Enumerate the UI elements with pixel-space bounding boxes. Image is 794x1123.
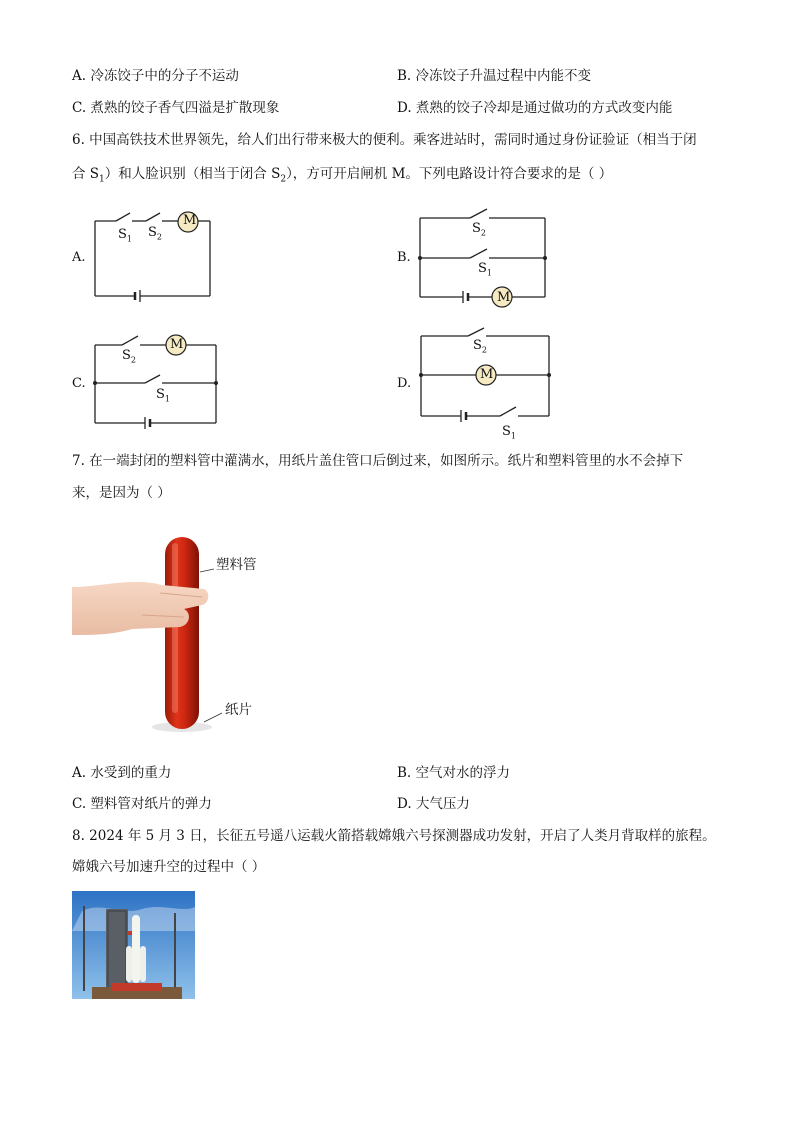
q7-option-b: B. 空气对水的浮力 [397,765,511,781]
q6-circuit-a [90,205,220,305]
switch-s1-label: $S_1$ [156,387,170,404]
q5-option-c: C. 煮熟的饺子香气四溢是扩散现象 [72,100,280,116]
q8-stem-line2: 嫦娥六号加速升空的过程中（ ） [72,859,266,875]
q7-stem-line2: 来，是因为（ ） [72,485,171,501]
motor-symbol: M [170,337,184,352]
q6-circuit-b [415,205,555,305]
motor-symbol: M [480,367,494,382]
motor-symbol: M [183,213,197,228]
q5-option-a: A. 冷冻饺子中的分子不运动 [72,68,239,84]
q6-stem-line1: 6. 中国高铁技术世界领先，给人们出行带来极大的便利。乘客进站时，需同时通过身份证验证（相当于闭 [72,132,697,148]
switch-s2-label: $S_2$ [148,225,162,242]
rocket [132,915,140,983]
q6-option-c-label: C. [72,376,86,391]
q7-option-c: C. 塑料管对纸片的弹力 [72,796,212,812]
tube-label: 塑料管 [216,557,257,573]
switch-s2-label: $S_2$ [473,338,487,355]
q7-option-a: A. 水受到的重力 [72,765,172,781]
rocket-photo [72,891,195,999]
launch-tower [106,909,128,993]
q6-stem-line2: 合 $S_1$）和人脸识别（相当于闭合 $S_2$），方可开启闸机 M。下列电路设计符合要求的是（ ） [72,166,613,185]
switch-s1-label: $S_1$ [118,227,132,244]
q6-option-d-label: D. [397,376,412,391]
switch-s2-label: $S_2$ [472,221,486,238]
switch-s1-label: $S_1$ [502,424,516,441]
q8-stem-line1: 8. 2024 年 5 月 3 日，长征五号遥八运载火箭搭载嫦娥六号探测器成功发射，开启了人类月背取样的旅程。 [72,828,716,844]
q6-circuit-c [90,332,225,432]
q6-option-a-label: A. [72,250,86,265]
q5-option-b: B. 冷冻饺子升温过程中内能不变 [397,68,592,84]
motor-symbol: M [497,290,511,305]
switch-s2-label: $S_2$ [122,348,136,365]
q6-option-b-label: B. [397,250,411,265]
q7-stem-line1: 7. 在一端封闭的塑料管中灌满水，用纸片盖住管口后倒过来，如图所示。纸片和塑料管里的水不会掉下 [72,453,684,469]
switch-s1-label: $S_1$ [478,261,492,278]
paper-label: 纸片 [225,702,252,718]
q5-option-d: D. 煮熟的饺子冷却是通过做功的方式改变内能 [397,100,673,116]
q7-option-d: D. 大气压力 [397,796,470,812]
plastic-tube [165,537,199,729]
